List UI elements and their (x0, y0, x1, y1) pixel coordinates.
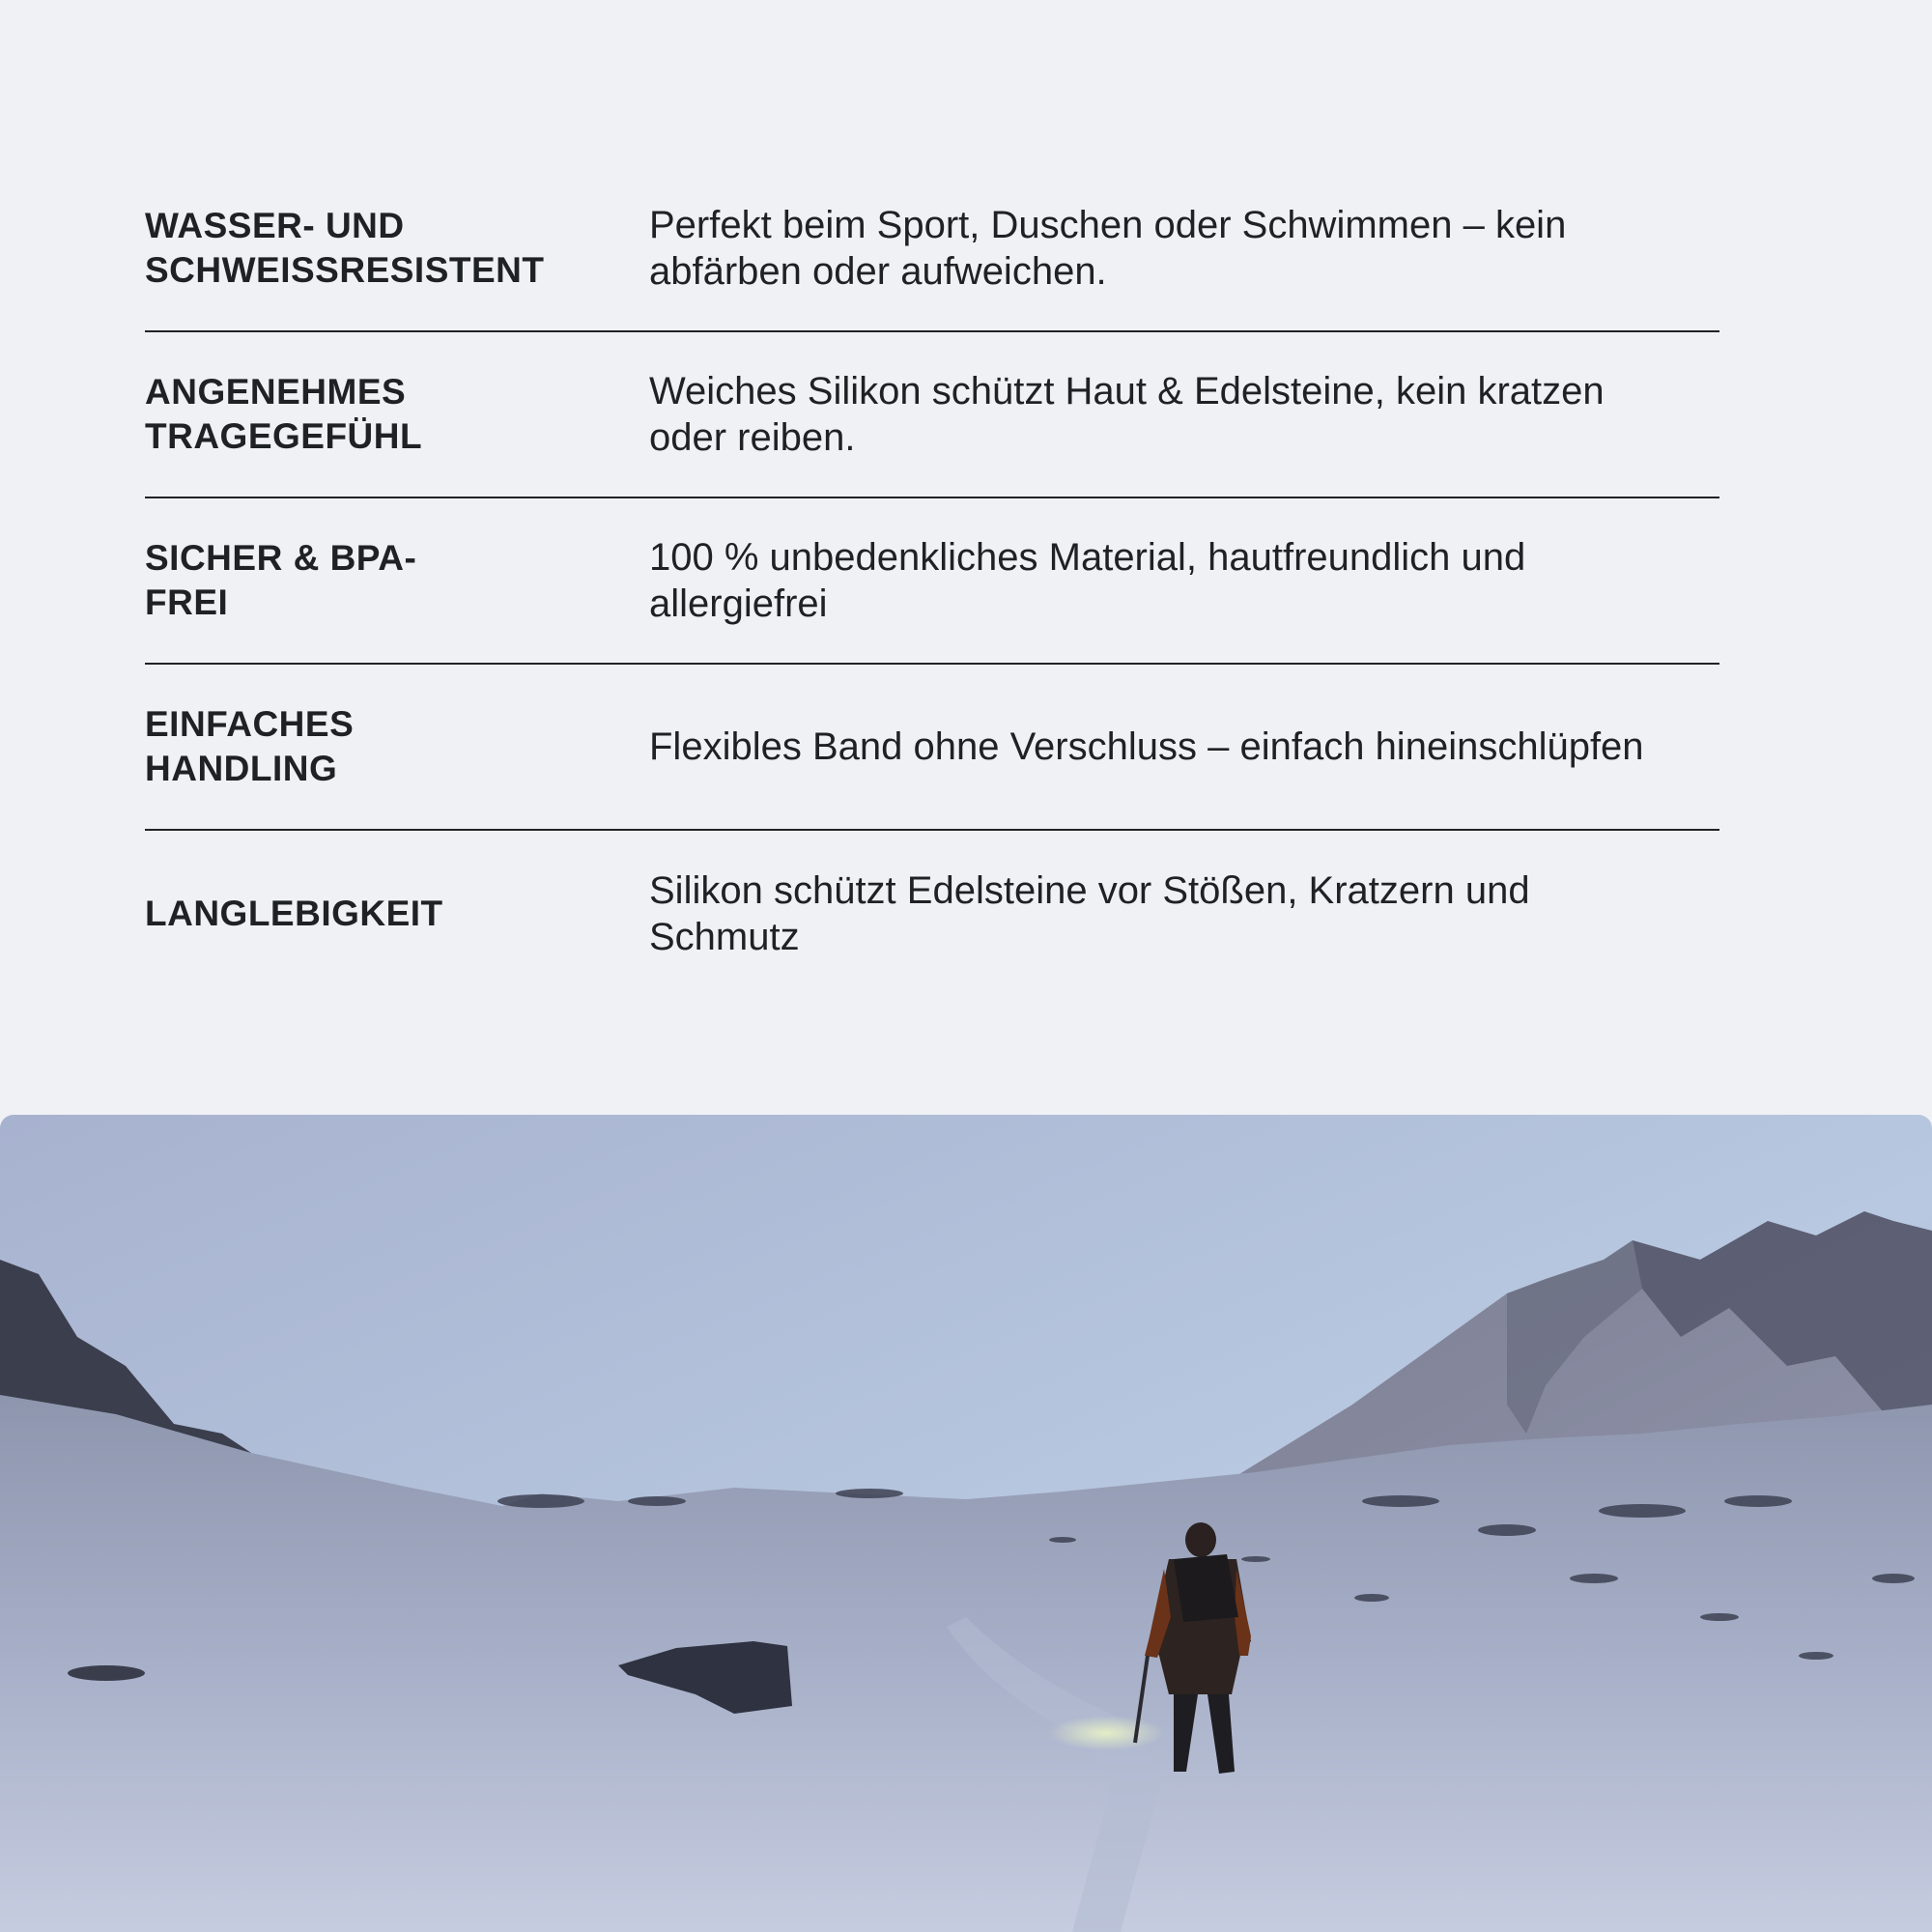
feature-row-handling (145, 665, 1719, 831)
feature-title-line: SCHWEISSRESISTENT (145, 250, 545, 290)
feature-title (145, 536, 649, 625)
feature-description-line: oder reiben. (649, 416, 856, 459)
feature-title-line: TRAGEGEFÜHL (145, 416, 423, 456)
feature-title (145, 204, 649, 293)
rock-small (68, 1665, 145, 1681)
feature-row-bpa-free (145, 498, 1719, 665)
feature-title-line: LANGLEBIGKEIT (145, 894, 443, 933)
feature-description-line: Flexibles Band ohne Verschluss – einfach hineinschlüpfen (649, 725, 1644, 768)
feature-description-line: Silikon schützt Edelsteine vor Stößen, Kratzern und (649, 869, 1530, 912)
mountain-scene (0, 1115, 1932, 1932)
feature-description-line: Weiches Silikon schützt Haut & Edelsteine, kein kratzen (649, 370, 1605, 412)
feature-title (145, 892, 649, 936)
feature-description (649, 867, 1719, 960)
feature-title-line: EINFACHES (145, 704, 355, 744)
feature-description-line: allergiefrei (649, 582, 828, 625)
feature-title-line: HANDLING (145, 749, 338, 788)
feature-description-line: abfärben oder aufweichen. (649, 250, 1107, 293)
feature-description-line: Perfekt beim Sport, Duschen oder Schwimmen – kein (649, 204, 1567, 246)
feature-title-line: WASSER- UND (145, 206, 405, 245)
headlamp-glow (1048, 1716, 1164, 1750)
mountain-photo (0, 1115, 1932, 1932)
feature-row-comfort (145, 332, 1719, 498)
feature-description-line: Schmutz (649, 916, 800, 958)
feature-row-water-resistant (145, 166, 1719, 332)
feature-description-line: 100 % unbedenkliches Material, hautfreundlich und (649, 536, 1526, 579)
feature-description (649, 202, 1719, 295)
feature-description (649, 534, 1719, 627)
feature-title (145, 702, 649, 791)
feature-row-durability (145, 831, 1719, 997)
feature-title-line: FREI (145, 582, 229, 622)
feature-list (145, 166, 1719, 997)
feature-title-line: ANGENEHMES (145, 372, 407, 412)
feature-title (145, 370, 649, 459)
feature-description (649, 724, 1719, 770)
feature-title-line: SICHER & BPA- (145, 538, 417, 578)
feature-description (649, 368, 1719, 461)
